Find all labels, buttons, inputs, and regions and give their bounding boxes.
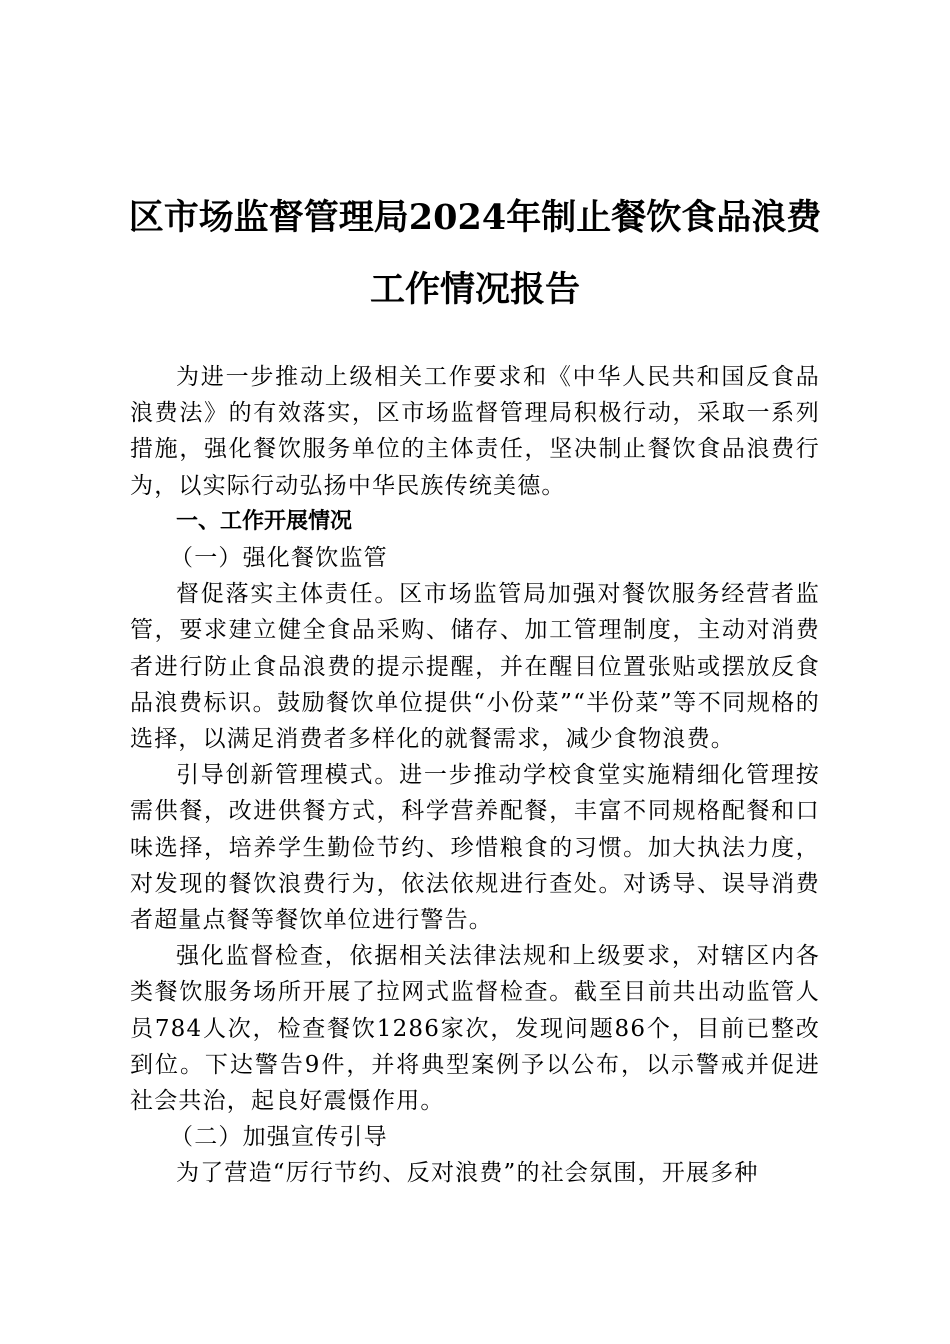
subsection-heading-catering-supervision: （一）强化餐饮监管	[170, 545, 388, 572]
subsection-heading-publicity: （二）加强宣传引导	[170, 1124, 388, 1151]
paragraph-supervision-inspection: 强化监督检查，依据相关法律法规和上级要求，对辖区内各类餐饮服务场所开展了拉网式监督检查。截至目前共出动监管人员784人次，检查餐饮1286家次，发现问题86个，目前已整改到位。下达警告9件，并将典型案例予以公布，以示警戒并促进社会共治，起良好震慑作用。	[130, 943, 820, 1115]
intro-paragraph: 为进一步推动上级相关工作要求和《中华人民共和国反食品浪费法》的有效落实，区市场监督管理局积极行动，采取一系列措施，强化餐饮服务单位的主体责任，坚决制止餐饮食品浪费行为，以实际行动弘扬中华民族传统美德。	[130, 364, 820, 499]
document-title-line-1: 区市场监督管理局2024年制止餐饮食品浪费	[128, 197, 822, 238]
document-title-line-2: 工作情况报告	[369, 269, 580, 310]
document-body	[130, 359, 820, 1192]
paragraph-management-mode: 引导创新管理模式。进一步推动学校食堂实施精细化管理按需供餐，改进供餐方式，科学营养配餐，丰富不同规格配餐和口味选择，培养学生勤俭节约、珍惜粮食的习惯。加大执法力度，对发现的餐饮浪费行为，依法依规进行查处。对诱导、误导消费者超量点餐等餐饮单位进行警告。	[130, 762, 820, 934]
paragraph-publicity: 为了营造“厉行节约、反对浪费”的社会氛围，开展多种	[176, 1160, 759, 1187]
paragraph-main-responsibility: 督促落实主体责任。区市场监管局加强对餐饮服务经营者监管，要求建立健全食品采购、储存、加工管理制度，主动对消费者进行防止食品浪费的提示提醒，并在醒目位置张贴或摆放反食品浪费标识。鼓励餐饮单位提供“小份菜”“半份菜”等不同规格的选择，以满足消费者多样化的就餐需求，减少食物浪费。	[130, 581, 820, 753]
section-heading-work-progress: 一、工作开展情况	[176, 508, 353, 534]
